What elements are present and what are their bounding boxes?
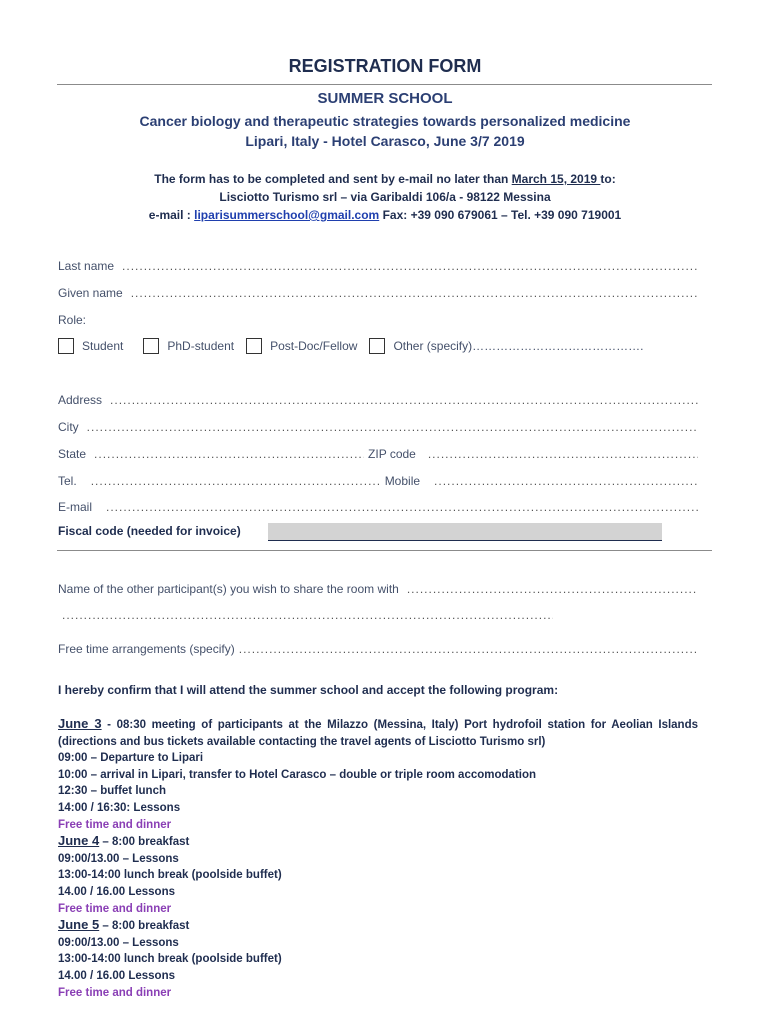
role-options [58,338,718,354]
program-line: 13:00-14:00 lunch break (poolside buffet) [58,869,282,882]
mobile-line[interactable] [434,474,698,488]
agency-address: Lisciotto Turismo srl – via Garibaldi 106/a - 98122 Messina [219,190,551,204]
role-label-row [58,313,698,329]
state-zip-field[interactable] [58,447,698,463]
program-line: 14:00 / 16:30: Lessons [58,801,181,814]
roommate-label: Name of the other participant(s) you wish to share the room with [58,582,399,596]
program-line: 14.00 / 16.00 Lessons [58,969,175,982]
role-label: Role: [58,313,87,327]
mobile-label: Mobile [384,474,421,488]
given-name-label: Given name [58,286,123,300]
tel-label: Tel. [58,474,77,488]
form-title: REGISTRATION FORM [288,56,482,76]
course-info [0,111,770,151]
state-label: State [58,447,87,461]
program-line: 10:00 – arrival in Lipari, transfer to Hotel Carasco – double or triple room accomodation [58,768,537,781]
postdoc-label: Post-Doc/Fellow [270,339,358,353]
state-line[interactable] [94,447,364,461]
address-field[interactable] [58,393,698,409]
program-line: 13:00-14:00 lunch break (poolside buffet) [58,953,282,966]
june5-day: June 5 [58,917,100,933]
free-time-note: Free time and dinner [58,986,172,999]
email-label: e-mail : [148,208,195,222]
role-student[interactable] [58,338,123,354]
course-title: Cancer biology and therapeutic strategies towards personalized medicine [139,113,631,129]
fax-tel: Fax: +39 090 679061 – Tel. +39 090 719001 [379,208,622,222]
address-label: Address [58,393,103,407]
roommate-line-2[interactable] [62,608,553,622]
free-time-field[interactable] [58,642,698,658]
roommate-field-cont[interactable] [58,608,553,624]
zip-label: ZIP code [368,447,416,461]
section-divider [57,550,712,551]
deadline-date: March 15, 2019 [511,172,601,186]
student-label: Student [82,339,124,353]
email-field-label: E-mail [58,500,93,514]
june5-intro [58,917,698,935]
role-other[interactable] [369,338,643,354]
postdoc-checkbox[interactable] [246,338,262,354]
role-postdoc[interactable] [246,338,357,354]
title-divider [57,84,712,85]
program-line: 09:00 – Departure to Lipari [58,752,204,765]
last-name-line[interactable] [122,259,698,273]
instructions-to: to: [600,172,616,186]
instructions-line1 [0,170,770,188]
city-field[interactable] [58,420,698,436]
june5-text: – 8:00 breakfast [99,920,190,933]
role-phd[interactable] [143,338,234,354]
program-line: 14.00 / 16.00 Lessons [58,885,175,898]
free-time-line[interactable] [239,642,698,656]
other-label: Other (specify)……………………………………. [393,339,644,353]
instructions-text: The form has to be completed and sent by e-mail no later than [154,172,512,186]
fiscal-code-input[interactable] [268,523,662,541]
email-field[interactable] [58,500,698,516]
last-name-field[interactable] [58,259,698,275]
june3-intro [58,716,698,750]
june3-text: - 08:30 meeting of participants at the Milazzo (Messina, Italy) Port hydrofoil station for Aeolian Islands (directions and bus tickets available contacting the travel agents of Lisciotto Turismo srl) [58,719,698,748]
email-line[interactable] [106,500,698,514]
fiscal-code-label: Fiscal code (needed for invoice) [58,524,241,538]
phd-label: PhD-student [167,339,235,353]
given-name-line[interactable] [131,286,698,300]
june4-day: June 4 [58,833,100,849]
program-line: 09:00/13.00 – Lessons [58,852,179,865]
roommate-field[interactable] [58,582,698,598]
city-line[interactable] [87,420,698,434]
confirmation-statement: I hereby confirm that I will attend the summer school and accept the following program: [58,683,559,697]
form-subtitle: SUMMER SCHOOL [317,90,453,107]
free-time-note: Free time and dinner [58,818,172,831]
tel-mobile-field[interactable] [58,474,698,490]
other-checkbox[interactable] [369,338,385,354]
instructions [0,170,770,224]
contact-line [0,206,770,224]
program-line: 12:30 – buffet lunch [58,785,166,798]
city-label: City [58,420,79,434]
roommate-line[interactable] [407,582,698,596]
student-checkbox[interactable] [58,338,74,354]
free-time-label: Free time arrangements (specify) [58,642,235,656]
tel-line[interactable] [91,474,381,488]
program-schedule [58,716,698,1001]
june3-day: June 3 [58,716,102,731]
zip-line[interactable] [428,447,698,461]
phd-checkbox[interactable] [143,338,159,354]
june4-text: – 8:00 breakfast [99,836,190,849]
course-location: Lipari, Italy - Hotel Carasco, June 3/7 2019 [245,133,525,149]
address-line[interactable] [110,393,698,407]
free-time-note: Free time and dinner [58,902,172,915]
program-line: 09:00/13.00 – Lessons [58,936,179,949]
email-link[interactable]: liparisummerschool@gmail.com [194,208,380,222]
june4-intro [58,833,698,851]
given-name-field[interactable] [58,286,698,302]
last-name-label: Last name [58,259,115,273]
